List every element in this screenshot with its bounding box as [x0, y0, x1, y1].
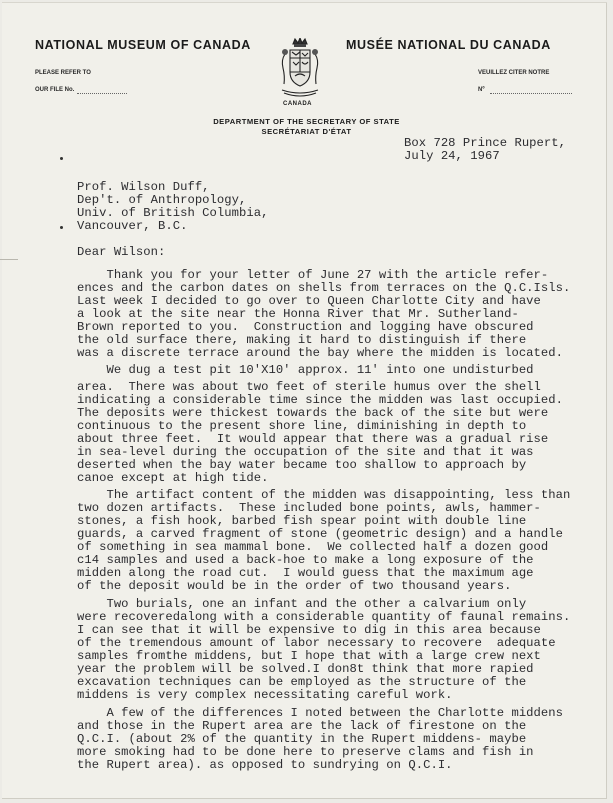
- paragraph-3-line: of the deposit would be in the order of two thousand years.: [77, 579, 512, 593]
- paragraph-2-line: about three feet. It would appear that there was a gradual rise: [77, 432, 549, 446]
- paragraph-2-line: continuous to the present shore line, diminishing in depth to: [77, 419, 527, 433]
- paragraph-2-line: area. There was about two feet of sterile humus over the shell: [77, 380, 541, 394]
- paragraph-2-line: canoe except at high tide.: [77, 471, 269, 485]
- paragraph-1-line: the old surface there, making it hard to distinguish if there: [77, 333, 527, 347]
- paragraph-3-line: midden along the road cut. I would guess that the maximum age: [77, 566, 534, 580]
- paragraph-5-line: the Rupert area). as opposed to sundrying on Q.C.I.: [77, 758, 453, 772]
- paragraph-4-line: year the problem will be solved.I don8t think that more rapied: [77, 662, 534, 676]
- paragraph-4-line: Two burials, one an infant and the other a calvarium only: [77, 597, 527, 611]
- fold-mark: [0, 259, 18, 260]
- paragraph-3-line: c14 samples and used a back-hoe to make a long exposure of the: [77, 553, 534, 567]
- recipient-department: Dep't. of Anthropology,: [77, 193, 247, 207]
- paragraph-4-line: I can see that it will be expensive to dig in this area because: [77, 623, 541, 637]
- paragraph-2-line: The deposits were thickest towards the back of the site but were: [77, 406, 549, 420]
- paragraph-3-line: of something in sea mammal bone. We collected half a dozen good: [77, 540, 549, 554]
- secretariat-heading: SECRÉTARIAT D'ÉTAT: [261, 127, 352, 136]
- paragraph-3-line: stones, a fish hook, barbed fish spear point with double line: [77, 514, 527, 528]
- paragraph-1-line: Brown reported to you. Construction and logging have obscured: [77, 320, 534, 334]
- paragraph-1-line: a look at the site near the Honna River that Mr. Sutherland-: [77, 307, 519, 321]
- paragraph-2-line: indicating a considerable time since the midden was last occupied.: [77, 393, 564, 407]
- paragraph-5-line: A few of the differences I noted between the Charlotte middens: [77, 706, 564, 720]
- paragraph-5-line: Q.C.I. (about 2% of the quantity in the Rupert middens- maybe: [77, 732, 527, 746]
- paragraph-1-line: was a discrete terrace around the bay where the midden is located.: [77, 346, 564, 360]
- paragraph-2-line: in sea-level during the occupation of the site and that it was: [77, 445, 534, 459]
- margin-dot: [60, 157, 63, 160]
- paragraph-5-line: more smoking had to be done here to preserve clams and fish in: [77, 745, 534, 759]
- veuillez-citer-label: VEUILLEZ CITER NOTRE: [478, 70, 550, 76]
- paragraph-3-line: The artifact content of the midden was disappointing, less than: [77, 488, 571, 502]
- coat-of-arms-icon: [279, 38, 321, 100]
- sheet-edge: [2, 2, 607, 3]
- paragraph-4-line: of the tremendous amount of labor necessary to recovere adequate: [77, 636, 556, 650]
- please-refer-to-label: PLEASE REFER TO: [35, 70, 91, 76]
- paragraph-2-line: We dug a test pit 10'X10' approx. 11' into one undisturbed: [77, 363, 534, 377]
- recipient-university: Univ. of British Columbia,: [77, 206, 269, 220]
- paragraph-4-line: middens is very complex necessitating careful work.: [77, 688, 453, 702]
- paragraph-4-line: excavation techniques can be employed as the structure of the: [77, 675, 527, 689]
- paragraph-2-line: deserted when the bay water became too shallow to approach by: [77, 458, 527, 472]
- numero-label: Nº: [478, 87, 485, 93]
- paragraph-1-line: Thank you for your letter of June 27 with the article refer-: [77, 268, 549, 282]
- paragraph-5-line: and those in the Rupert area are the lack of firestone on the: [77, 719, 527, 733]
- department-heading: DEPARTMENT OF THE SECRETARY OF STATE: [213, 117, 400, 126]
- recipient-name: Prof. Wilson Duff,: [77, 180, 210, 194]
- letter-date: July 24, 1967: [404, 149, 500, 163]
- our-file-no-line: [77, 93, 127, 94]
- crest-label: CANADA: [283, 101, 312, 107]
- recipient-city: Vancouver, B.C.: [77, 219, 188, 233]
- paragraph-3-line: guards, a carved fragment of stone (geometric design) and a handle: [77, 527, 564, 541]
- numero-line: [490, 93, 572, 94]
- paragraph-3-line: two dozen artifacts. These included bone points, awls, hammer-: [77, 501, 541, 515]
- margin-dot: [60, 226, 63, 229]
- salutation: Dear Wilson:: [77, 245, 166, 259]
- paragraph-4-line: were recoveredalong with a considerable quantity of faunal remains.: [77, 610, 571, 624]
- paragraph-1-line: ences and the carbon dates on shells from terraces on the Q.C.Isls.: [77, 281, 571, 295]
- paragraph-4-line: samples fromthe middens, but I hope that with a large crew next: [77, 649, 541, 663]
- letterhead-title-english: NATIONAL MUSEUM OF CANADA: [35, 38, 251, 52]
- paragraph-1-line: Last week I decided to go over to Queen Charlotte City and have: [77, 294, 541, 308]
- our-file-no-label: OUR FILE No.: [35, 87, 75, 93]
- sender-address: Box 728 Prince Rupert,: [404, 136, 567, 150]
- letterhead-title-french: MUSÉE NATIONAL DU CANADA: [346, 38, 551, 52]
